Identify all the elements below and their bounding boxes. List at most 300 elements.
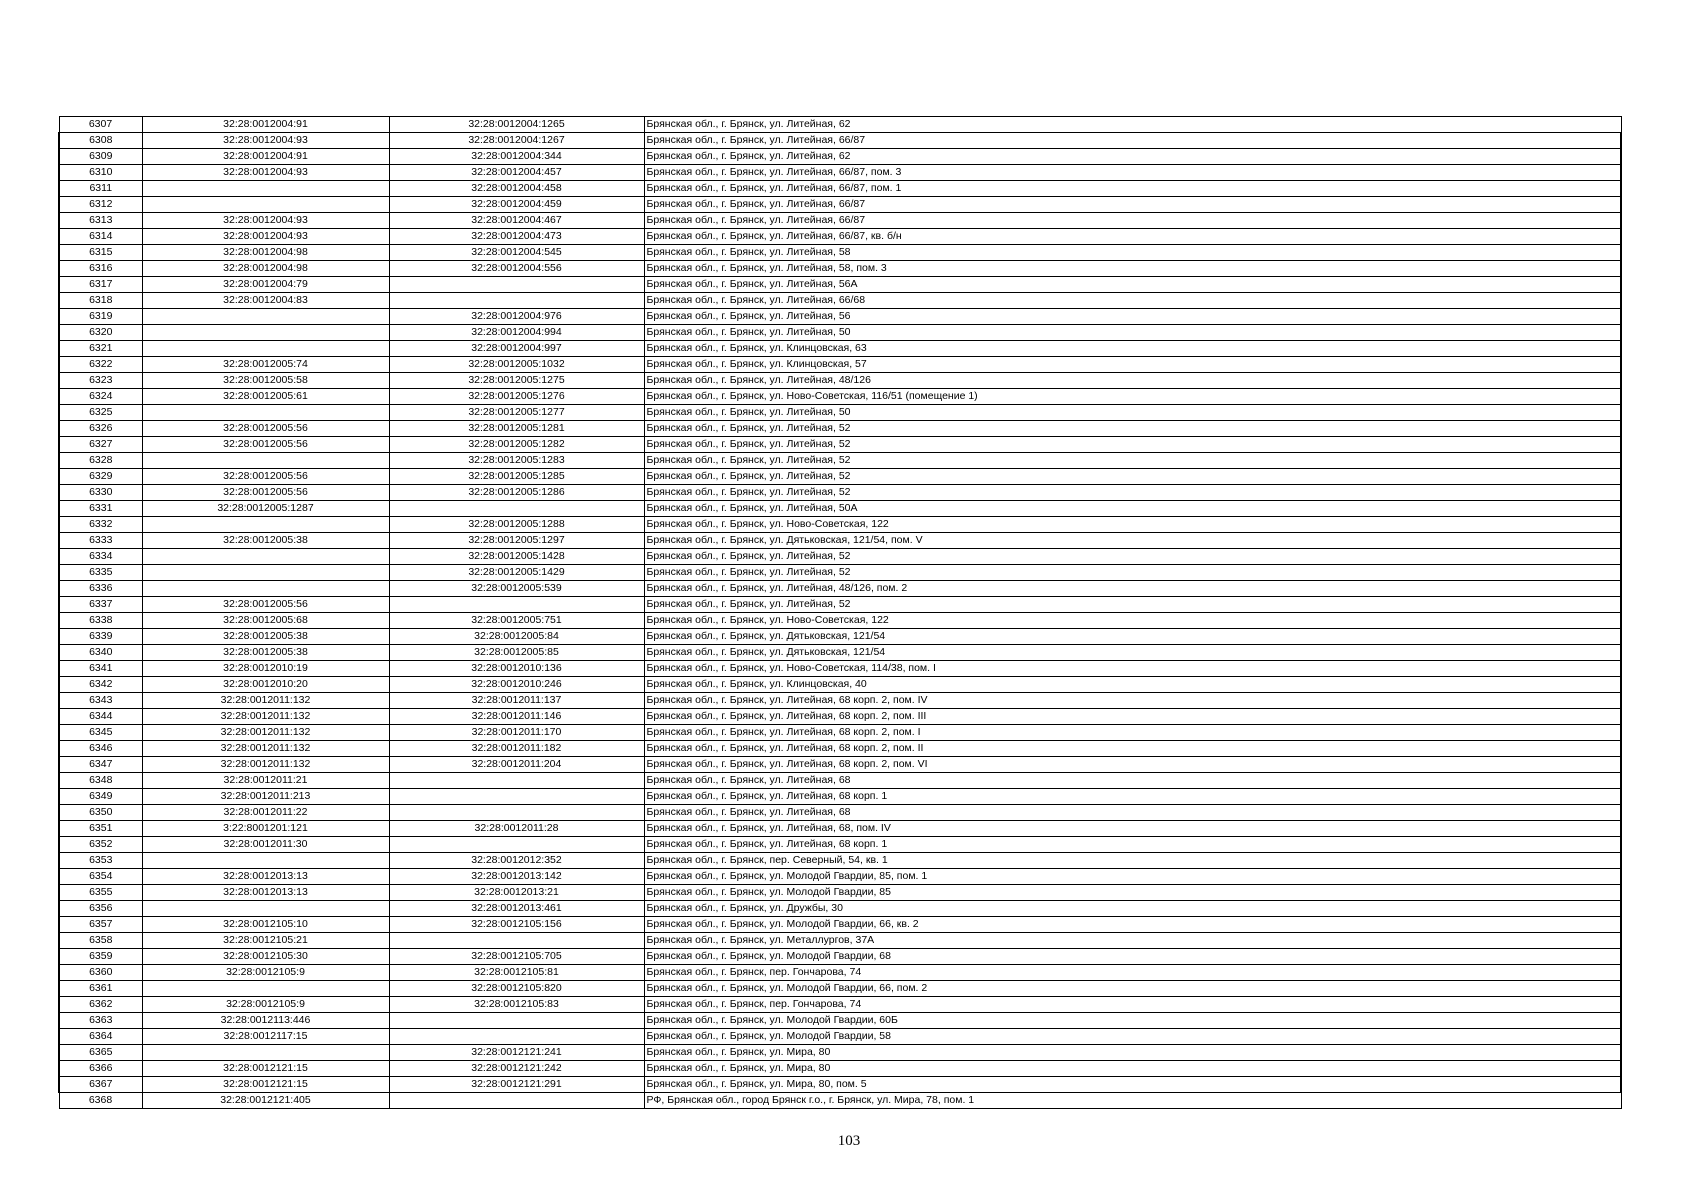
address-cell: Брянская обл., г. Брянск, ул. Литейная, 66/87 (644, 133, 1621, 149)
table-row (59, 1093, 1621, 1109)
table-row (59, 469, 1621, 485)
land-cadastral-number-cell: 32:28:0012004:83 (142, 293, 389, 309)
land-cadastral-number-cell: 32:28:0012005:38 (142, 629, 389, 645)
land-cadastral-number-cell: 32:28:0012011:213 (142, 789, 389, 805)
row-number-cell: 6351 (59, 821, 142, 837)
land-cadastral-number-cell (142, 1045, 389, 1061)
address-cell: Брянская обл., г. Брянск, ул. Литейная, 66/87 (644, 197, 1621, 213)
address-cell: Брянская обл., г. Брянск, ул. Ново-Советская, 114/38, пом. I (644, 661, 1621, 677)
row-number-cell: 6349 (59, 789, 142, 805)
table-row (59, 133, 1621, 149)
table-row (59, 613, 1621, 629)
building-cadastral-number-cell: 32:28:0012005:1428 (389, 549, 644, 565)
address-cell: Брянская обл., г. Брянск, ул. Ново-Советская, 122 (644, 517, 1621, 533)
table-row (59, 853, 1621, 869)
table-row (59, 261, 1621, 277)
land-cadastral-number-cell (142, 405, 389, 421)
row-number-cell: 6324 (59, 389, 142, 405)
table-row (59, 373, 1621, 389)
row-number-cell: 6317 (59, 277, 142, 293)
address-cell: Брянская обл., г. Брянск, ул. Молодой Гвардии, 85, пом. 1 (644, 869, 1621, 885)
building-cadastral-number-cell (389, 805, 644, 821)
building-cadastral-number-cell: 32:28:0012105:81 (389, 965, 644, 981)
land-cadastral-number-cell: 32:28:0012005:38 (142, 645, 389, 661)
land-cadastral-number-cell (142, 853, 389, 869)
land-cadastral-number-cell: 32:28:0012005:56 (142, 437, 389, 453)
table-row (59, 789, 1621, 805)
row-number-cell: 6334 (59, 549, 142, 565)
land-cadastral-number-cell: 32:28:0012121:405 (142, 1093, 389, 1109)
building-cadastral-number-cell: 32:28:0012004:473 (389, 229, 644, 245)
address-cell: Брянская обл., г. Брянск, ул. Литейная, 68 корп. 1 (644, 789, 1621, 805)
land-cadastral-number-cell: 32:28:0012013:13 (142, 885, 389, 901)
land-cadastral-number-cell (142, 565, 389, 581)
building-cadastral-number-cell: 32:28:0012004:459 (389, 197, 644, 213)
table-row (59, 1077, 1621, 1093)
land-cadastral-number-cell (142, 549, 389, 565)
row-number-cell: 6341 (59, 661, 142, 677)
address-cell: Брянская обл., г. Брянск, ул. Клинцовская, 57 (644, 357, 1621, 373)
row-number-cell: 6316 (59, 261, 142, 277)
row-number-cell: 6361 (59, 981, 142, 997)
table-row (59, 405, 1621, 421)
address-cell: Брянская обл., г. Брянск, ул. Клинцовская, 63 (644, 341, 1621, 357)
building-cadastral-number-cell: 32:28:0012005:85 (389, 645, 644, 661)
address-cell: Брянская обл., г. Брянск, ул. Клинцовская, 40 (644, 677, 1621, 693)
row-number-cell: 6309 (59, 149, 142, 165)
land-cadastral-number-cell: 32:28:0012117:15 (142, 1029, 389, 1045)
table-row (59, 821, 1621, 837)
row-number-cell: 6342 (59, 677, 142, 693)
address-cell: Брянская обл., г. Брянск, ул. Литейная, 52 (644, 597, 1621, 613)
building-cadastral-number-cell: 32:28:0012005:1281 (389, 421, 644, 437)
row-number-cell: 6323 (59, 373, 142, 389)
building-cadastral-number-cell: 32:28:0012004:467 (389, 213, 644, 229)
address-cell: Брянская обл., г. Брянск, ул. Литейная, 68 корп. 2, пом. II (644, 741, 1621, 757)
land-cadastral-number-cell (142, 197, 389, 213)
land-cadastral-number-cell: 32:28:0012005:61 (142, 389, 389, 405)
land-cadastral-number-cell: 32:28:0012105:9 (142, 965, 389, 981)
table-row (59, 357, 1621, 373)
table-row (59, 1029, 1621, 1045)
row-number-cell: 6333 (59, 533, 142, 549)
table-row (59, 965, 1621, 981)
building-cadastral-number-cell (389, 933, 644, 949)
address-cell: Брянская обл., г. Брянск, ул. Литейная, 52 (644, 453, 1621, 469)
building-cadastral-number-cell: 32:28:0012005:84 (389, 629, 644, 645)
table-row (59, 549, 1621, 565)
building-cadastral-number-cell (389, 597, 644, 613)
table-row (59, 1013, 1621, 1029)
building-cadastral-number-cell (389, 501, 644, 517)
land-cadastral-number-cell: 32:28:0012005:1287 (142, 501, 389, 517)
table-row (59, 773, 1621, 789)
row-number-cell: 6354 (59, 869, 142, 885)
land-cadastral-number-cell: 32:28:0012004:93 (142, 133, 389, 149)
row-number-cell: 6365 (59, 1045, 142, 1061)
row-number-cell: 6330 (59, 485, 142, 501)
row-number-cell: 6350 (59, 805, 142, 821)
building-cadastral-number-cell: 32:28:0012011:137 (389, 693, 644, 709)
land-cadastral-number-cell: 32:28:0012005:68 (142, 613, 389, 629)
row-number-cell: 6352 (59, 837, 142, 853)
building-cadastral-number-cell (389, 277, 644, 293)
building-cadastral-number-cell (389, 293, 644, 309)
building-cadastral-number-cell: 32:28:0012105:820 (389, 981, 644, 997)
row-number-cell: 6307 (59, 117, 142, 133)
row-number-cell: 6355 (59, 885, 142, 901)
land-cadastral-number-cell: 32:28:0012004:98 (142, 245, 389, 261)
registry-table-body (59, 117, 1621, 1109)
building-cadastral-number-cell: 32:28:0012005:1429 (389, 565, 644, 581)
address-cell: Брянская обл., г. Брянск, ул. Литейная, 48/126 (644, 373, 1621, 389)
building-cadastral-number-cell: 32:28:0012005:1275 (389, 373, 644, 389)
land-cadastral-number-cell (142, 517, 389, 533)
land-cadastral-number-cell: 32:28:0012005:56 (142, 597, 389, 613)
table-row (59, 485, 1621, 501)
address-cell: Брянская обл., г. Брянск, ул. Литейная, 68 корп. 2, пом. I (644, 725, 1621, 741)
building-cadastral-number-cell (389, 1093, 644, 1109)
land-cadastral-number-cell: 32:28:0012011:132 (142, 725, 389, 741)
row-number-cell: 6331 (59, 501, 142, 517)
building-cadastral-number-cell: 32:28:0012011:28 (389, 821, 644, 837)
building-cadastral-number-cell: 32:28:0012004:458 (389, 181, 644, 197)
address-cell: Брянская обл., г. Брянск, ул. Дятьковская, 121/54 (644, 645, 1621, 661)
building-cadastral-number-cell: 32:28:0012004:545 (389, 245, 644, 261)
table-row (59, 309, 1621, 325)
address-cell: Брянская обл., г. Брянск, ул. Литейная, 68 корп. 2, пом. IV (644, 693, 1621, 709)
address-cell: Брянская обл., г. Брянск, ул. Литейная, 66/87, пом. 1 (644, 181, 1621, 197)
table-row (59, 437, 1621, 453)
table-row (59, 517, 1621, 533)
row-number-cell: 6338 (59, 613, 142, 629)
building-cadastral-number-cell (389, 837, 644, 853)
building-cadastral-number-cell (389, 1029, 644, 1045)
land-cadastral-number-cell (142, 309, 389, 325)
building-cadastral-number-cell: 32:28:0012005:1283 (389, 453, 644, 469)
building-cadastral-number-cell: 32:28:0012005:1277 (389, 405, 644, 421)
table-row (59, 645, 1621, 661)
building-cadastral-number-cell: 32:28:0012013:142 (389, 869, 644, 885)
address-cell: Брянская обл., г. Брянск, ул. Литейная, 58 (644, 245, 1621, 261)
row-number-cell: 6359 (59, 949, 142, 965)
address-cell: Брянская обл., г. Брянск, ул. Литейная, 68 (644, 773, 1621, 789)
address-cell: Брянская обл., г. Брянск, пер. Гончарова, 74 (644, 965, 1621, 981)
row-number-cell: 6319 (59, 309, 142, 325)
land-cadastral-number-cell: 32:28:0012005:56 (142, 485, 389, 501)
building-cadastral-number-cell: 32:28:0012005:751 (389, 613, 644, 629)
table-row (59, 197, 1621, 213)
land-cadastral-number-cell (142, 453, 389, 469)
table-row (59, 693, 1621, 709)
building-cadastral-number-cell: 32:28:0012011:182 (389, 741, 644, 757)
building-cadastral-number-cell: 32:28:0012121:241 (389, 1045, 644, 1061)
building-cadastral-number-cell: 32:28:0012005:1288 (389, 517, 644, 533)
land-cadastral-number-cell: 32:28:0012011:132 (142, 757, 389, 773)
row-number-cell: 6368 (59, 1093, 142, 1109)
address-cell: Брянская обл., г. Брянск, ул. Литейная, 66/87 (644, 213, 1621, 229)
building-cadastral-number-cell: 32:28:0012005:1276 (389, 389, 644, 405)
land-cadastral-number-cell: 32:28:0012105:9 (142, 997, 389, 1013)
table-row (59, 565, 1621, 581)
building-cadastral-number-cell: 32:28:0012004:457 (389, 165, 644, 181)
row-number-cell: 6362 (59, 997, 142, 1013)
table-row (59, 1061, 1621, 1077)
building-cadastral-number-cell: 32:28:0012005:1286 (389, 485, 644, 501)
address-cell: Брянская обл., г. Брянск, ул. Литейная, 50 (644, 405, 1621, 421)
land-cadastral-number-cell (142, 341, 389, 357)
address-cell: Брянская обл., г. Брянск, ул. Литейная, 58, пом. 3 (644, 261, 1621, 277)
address-cell: Брянская обл., г. Брянск, ул. Литейная, 52 (644, 549, 1621, 565)
address-cell: Брянская обл., г. Брянск, ул. Литейная, 62 (644, 117, 1621, 133)
table-row (59, 949, 1621, 965)
table-row (59, 181, 1621, 197)
row-number-cell: 6311 (59, 181, 142, 197)
address-cell: Брянская обл., г. Брянск, ул. Литейная, 52 (644, 485, 1621, 501)
table-row (59, 421, 1621, 437)
row-number-cell: 6321 (59, 341, 142, 357)
address-cell: Брянская обл., г. Брянск, ул. Литейная, 56А (644, 277, 1621, 293)
table-row (59, 805, 1621, 821)
land-cadastral-number-cell (142, 181, 389, 197)
address-cell: Брянская обл., г. Брянск, ул. Литейная, 66/68 (644, 293, 1621, 309)
row-number-cell: 6339 (59, 629, 142, 645)
table-row (59, 341, 1621, 357)
table-row (59, 245, 1621, 261)
building-cadastral-number-cell: 32:28:0012010:246 (389, 677, 644, 693)
table-row (59, 677, 1621, 693)
land-cadastral-number-cell: 32:28:0012105:21 (142, 933, 389, 949)
row-number-cell: 6358 (59, 933, 142, 949)
table-row (59, 293, 1621, 309)
land-cadastral-number-cell: 32:28:0012004:91 (142, 149, 389, 165)
building-cadastral-number-cell: 32:28:0012005:539 (389, 581, 644, 597)
land-cadastral-number-cell: 32:28:0012121:15 (142, 1061, 389, 1077)
land-cadastral-number-cell (142, 581, 389, 597)
address-cell: Брянская обл., г. Брянск, ул. Ново-Советская, 122 (644, 613, 1621, 629)
address-cell: Брянская обл., г. Брянск, ул. Молодой Гвардии, 68 (644, 949, 1621, 965)
row-number-cell: 6348 (59, 773, 142, 789)
table-row (59, 501, 1621, 517)
building-cadastral-number-cell: 32:28:0012013:461 (389, 901, 644, 917)
address-cell: Брянская обл., г. Брянск, ул. Ново-Советская, 116/51 (помещение 1) (644, 389, 1621, 405)
row-number-cell: 6343 (59, 693, 142, 709)
address-cell: Брянская обл., г. Брянск, ул. Литейная, 52 (644, 437, 1621, 453)
address-cell: Брянская обл., г. Брянск, ул. Литейная, 68 корп. 1 (644, 837, 1621, 853)
table-row (59, 117, 1621, 133)
row-number-cell: 6329 (59, 469, 142, 485)
table-row (59, 917, 1621, 933)
address-cell: Брянская обл., г. Брянск, пер. Северный, 54, кв. 1 (644, 853, 1621, 869)
registry-table (58, 116, 1622, 1109)
building-cadastral-number-cell (389, 1013, 644, 1029)
table-row (59, 533, 1621, 549)
table-row (59, 581, 1621, 597)
building-cadastral-number-cell (389, 789, 644, 805)
address-cell: Брянская обл., г. Брянск, ул. Мира, 80 (644, 1045, 1621, 1061)
building-cadastral-number-cell: 32:28:0012011:146 (389, 709, 644, 725)
building-cadastral-number-cell: 32:28:0012011:204 (389, 757, 644, 773)
table-row (59, 997, 1621, 1013)
row-number-cell: 6356 (59, 901, 142, 917)
row-number-cell: 6357 (59, 917, 142, 933)
address-cell: Брянская обл., г. Брянск, ул. Мира, 80 (644, 1061, 1621, 1077)
row-number-cell: 6326 (59, 421, 142, 437)
table-row (59, 933, 1621, 949)
building-cadastral-number-cell: 32:28:0012105:705 (389, 949, 644, 965)
land-cadastral-number-cell: 32:28:0012004:93 (142, 165, 389, 181)
address-cell: Брянская обл., г. Брянск, ул. Молодой Гвардии, 66, пом. 2 (644, 981, 1621, 997)
land-cadastral-number-cell: 32:28:0012011:22 (142, 805, 389, 821)
row-number-cell: 6315 (59, 245, 142, 261)
land-cadastral-number-cell: 32:28:0012105:30 (142, 949, 389, 965)
land-cadastral-number-cell: 32:28:0012004:91 (142, 117, 389, 133)
row-number-cell: 6328 (59, 453, 142, 469)
building-cadastral-number-cell: 32:28:0012010:136 (389, 661, 644, 677)
address-cell: Брянская обл., г. Брянск, ул. Молодой Гвардии, 85 (644, 885, 1621, 901)
land-cadastral-number-cell: 32:28:0012010:20 (142, 677, 389, 693)
land-cadastral-number-cell: 32:28:0012004:79 (142, 277, 389, 293)
building-cadastral-number-cell: 32:28:0012004:1265 (389, 117, 644, 133)
table-row (59, 213, 1621, 229)
building-cadastral-number-cell: 32:28:0012013:21 (389, 885, 644, 901)
land-cadastral-number-cell: 32:28:0012005:74 (142, 357, 389, 373)
building-cadastral-number-cell: 32:28:0012105:83 (389, 997, 644, 1013)
land-cadastral-number-cell: 32:28:0012004:93 (142, 213, 389, 229)
building-cadastral-number-cell: 32:28:0012004:994 (389, 325, 644, 341)
address-cell: Брянская обл., г. Брянск, ул. Литейная, 50А (644, 501, 1621, 517)
address-cell: Брянская обл., г. Брянск, ул. Литейная, 52 (644, 421, 1621, 437)
table-row (59, 981, 1621, 997)
row-number-cell: 6367 (59, 1077, 142, 1093)
row-number-cell: 6325 (59, 405, 142, 421)
address-cell: Брянская обл., г. Брянск, ул. Литейная, 56 (644, 309, 1621, 325)
row-number-cell: 6364 (59, 1029, 142, 1045)
table-row (59, 757, 1621, 773)
land-cadastral-number-cell: 32:28:0012113:446 (142, 1013, 389, 1029)
address-cell: Брянская обл., г. Брянск, ул. Молодой Гвардии, 60Б (644, 1013, 1621, 1029)
land-cadastral-number-cell: 32:28:0012005:56 (142, 469, 389, 485)
address-cell: Брянская обл., г. Брянск, ул. Литейная, 62 (644, 149, 1621, 165)
address-cell: Брянская обл., г. Брянск, ул. Мира, 80, пом. 5 (644, 1077, 1621, 1093)
table-row (59, 661, 1621, 677)
row-number-cell: 6320 (59, 325, 142, 341)
page-number: 103 (837, 1133, 861, 1149)
address-cell: Брянская обл., г. Брянск, ул. Литейная, 66/87, кв. б/н (644, 229, 1621, 245)
land-cadastral-number-cell: 32:28:0012013:13 (142, 869, 389, 885)
row-number-cell: 6332 (59, 517, 142, 533)
building-cadastral-number-cell: 32:28:0012004:976 (389, 309, 644, 325)
land-cadastral-number-cell: 32:28:0012011:132 (142, 709, 389, 725)
address-cell: Брянская обл., г. Брянск, ул. Литейная, 52 (644, 565, 1621, 581)
land-cadastral-number-cell (142, 325, 389, 341)
building-cadastral-number-cell: 32:28:0012004:997 (389, 341, 644, 357)
building-cadastral-number-cell: 32:28:0012005:1297 (389, 533, 644, 549)
building-cadastral-number-cell: 32:28:0012105:156 (389, 917, 644, 933)
table-row (59, 229, 1621, 245)
table-row (59, 869, 1621, 885)
row-number-cell: 6345 (59, 725, 142, 741)
address-cell: Брянская обл., г. Брянск, ул. Молодой Гвардии, 66, кв. 2 (644, 917, 1621, 933)
row-number-cell: 6337 (59, 597, 142, 613)
address-cell: РФ, Брянская обл., город Брянск г.о., г. Брянск, ул. Мира, 78, пом. 1 (644, 1093, 1621, 1109)
land-cadastral-number-cell: 32:28:0012011:132 (142, 741, 389, 757)
table-row (59, 453, 1621, 469)
table-row (59, 709, 1621, 725)
row-number-cell: 6340 (59, 645, 142, 661)
row-number-cell: 6318 (59, 293, 142, 309)
land-cadastral-number-cell: 32:28:0012121:15 (142, 1077, 389, 1093)
land-cadastral-number-cell: 32:28:0012011:30 (142, 837, 389, 853)
address-cell: Брянская обл., г. Брянск, ул. Литейная, 68 корп. 2, пом. III (644, 709, 1621, 725)
table-row (59, 629, 1621, 645)
table-row (59, 885, 1621, 901)
building-cadastral-number-cell: 32:28:0012121:291 (389, 1077, 644, 1093)
row-number-cell: 6346 (59, 741, 142, 757)
building-cadastral-number-cell: 32:28:0012004:556 (389, 261, 644, 277)
table-row (59, 325, 1621, 341)
row-number-cell: 6314 (59, 229, 142, 245)
building-cadastral-number-cell: 32:28:0012004:1267 (389, 133, 644, 149)
land-cadastral-number-cell: 32:28:0012004:93 (142, 229, 389, 245)
address-cell: Брянская обл., г. Брянск, ул. Литейная, 68, пом. IV (644, 821, 1621, 837)
land-cadastral-number-cell: 32:28:0012011:132 (142, 693, 389, 709)
building-cadastral-number-cell: 32:28:0012121:242 (389, 1061, 644, 1077)
address-cell: Брянская обл., г. Брянск, ул. Дружбы, 30 (644, 901, 1621, 917)
row-number-cell: 6322 (59, 357, 142, 373)
address-cell: Брянская обл., г. Брянск, ул. Металлургов, 37А (644, 933, 1621, 949)
table-row (59, 597, 1621, 613)
table-row (59, 1045, 1621, 1061)
building-cadastral-number-cell: 32:28:0012005:1032 (389, 357, 644, 373)
address-cell: Брянская обл., г. Брянск, ул. Литейная, 68 (644, 805, 1621, 821)
table-row (59, 837, 1621, 853)
building-cadastral-number-cell: 32:28:0012004:344 (389, 149, 644, 165)
row-number-cell: 6312 (59, 197, 142, 213)
row-number-cell: 6353 (59, 853, 142, 869)
table-row (59, 389, 1621, 405)
table-row (59, 901, 1621, 917)
row-number-cell: 6336 (59, 581, 142, 597)
row-number-cell: 6347 (59, 757, 142, 773)
building-cadastral-number-cell: 32:28:0012012:352 (389, 853, 644, 869)
land-cadastral-number-cell: 32:28:0012011:21 (142, 773, 389, 789)
address-cell: Брянская обл., г. Брянск, ул. Литейная, 48/126, пом. 2 (644, 581, 1621, 597)
address-cell: Брянская обл., г. Брянск, ул. Дятьковская, 121/54, пом. V (644, 533, 1621, 549)
row-number-cell: 6310 (59, 165, 142, 181)
land-cadastral-number-cell: 32:28:0012005:38 (142, 533, 389, 549)
row-number-cell: 6344 (59, 709, 142, 725)
row-number-cell: 6308 (59, 133, 142, 149)
row-number-cell: 6363 (59, 1013, 142, 1029)
land-cadastral-number-cell: 3:22:8001201:121 (142, 821, 389, 837)
land-cadastral-number-cell (142, 981, 389, 997)
land-cadastral-number-cell: 32:28:0012010:19 (142, 661, 389, 677)
land-cadastral-number-cell (142, 901, 389, 917)
address-cell: Брянская обл., г. Брянск, ул. Литейная, 52 (644, 469, 1621, 485)
building-cadastral-number-cell: 32:28:0012005:1285 (389, 469, 644, 485)
table-row (59, 165, 1621, 181)
row-number-cell: 6327 (59, 437, 142, 453)
table-row (59, 277, 1621, 293)
land-cadastral-number-cell: 32:28:0012005:58 (142, 373, 389, 389)
table-row (59, 725, 1621, 741)
building-cadastral-number-cell: 32:28:0012011:170 (389, 725, 644, 741)
table-row (59, 149, 1621, 165)
address-cell: Брянская обл., г. Брянск, ул. Молодой Гвардии, 58 (644, 1029, 1621, 1045)
land-cadastral-number-cell: 32:28:0012105:10 (142, 917, 389, 933)
address-cell: Брянская обл., г. Брянск, ул. Литейная, 50 (644, 325, 1621, 341)
